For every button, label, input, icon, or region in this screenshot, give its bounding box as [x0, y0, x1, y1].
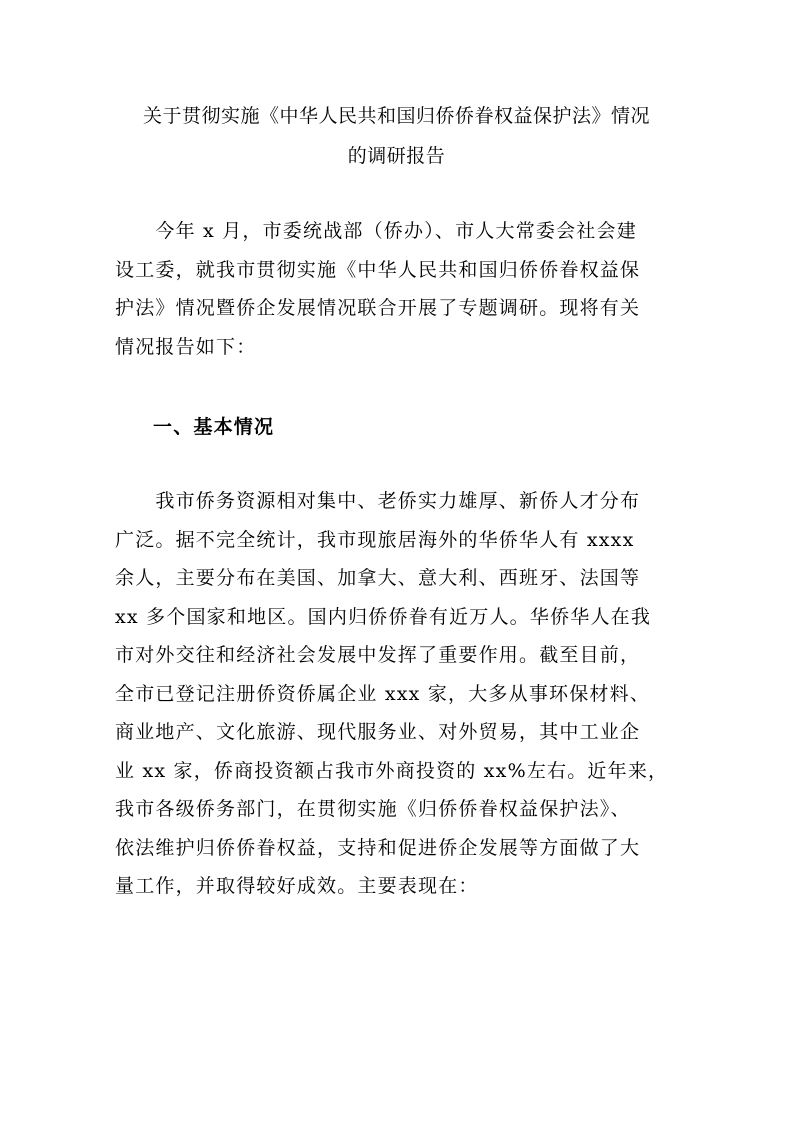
paragraph-line: 量工作，并取得较好成效。主要表现在：: [115, 875, 479, 897]
paragraph-line: 广泛。据不完全统计，我市现旅居海外的华侨华人有 xxxx: [115, 528, 635, 551]
document-title: [100, 96, 693, 176]
paragraph-line: 业 xx 家，侨商投资额占我市外商投资的 xx%左右。近年来，: [115, 759, 669, 782]
intro-paragraph: [115, 212, 682, 366]
paragraph-line: 商业地产、文化旅游、现代服务业、对外贸易，其中工业企: [115, 721, 641, 743]
paragraph-line: xx 多个国家和地区。国内归侨侨眷有近万人。华侨华人在我: [115, 605, 652, 628]
paragraph-line: 今年 x 月，市委统战部（侨办）、市人大常委会社会建: [115, 220, 637, 242]
paragraph-line: 设工委，就我市贯彻实施《中华人民共和国归侨侨眷权益保: [115, 258, 641, 281]
paragraph-line: 余人，主要分布在美国、加拿大、意大利、西班牙、法国等: [115, 567, 641, 589]
title-line-1: 关于贯彻实施《中华人民共和国归侨侨眷权益保护法》情况: [142, 105, 650, 127]
paragraph-line: 我市侨务资源相对集中、老侨实力雄厚、新侨人才分布: [115, 490, 641, 512]
paragraph-line: 护法》情况暨侨企发展情况联合开展了专题调研。现将有关: [115, 297, 641, 319]
paragraph-line: 情况报告如下：: [115, 335, 257, 358]
basic-situation-paragraph: [115, 482, 682, 906]
paragraph-line: 依法维护归侨侨眷权益，支持和促进侨企发展等方面做了大: [115, 836, 641, 859]
paragraph-line: 我市各级侨务部门，在贯彻实施《归侨侨眷权益保护法》、: [115, 798, 631, 820]
title-line-2: 的调研报告: [347, 145, 446, 167]
paragraph-line: 市对外交往和经济社会发展中发挥了重要作用。截至目前，: [115, 644, 641, 666]
section-heading-basic-situation: 一、基本情况: [153, 416, 275, 438]
paragraph-line: 全市已登记注册侨资侨属企业 xxx 家，大多从事环保材料、: [115, 682, 651, 705]
